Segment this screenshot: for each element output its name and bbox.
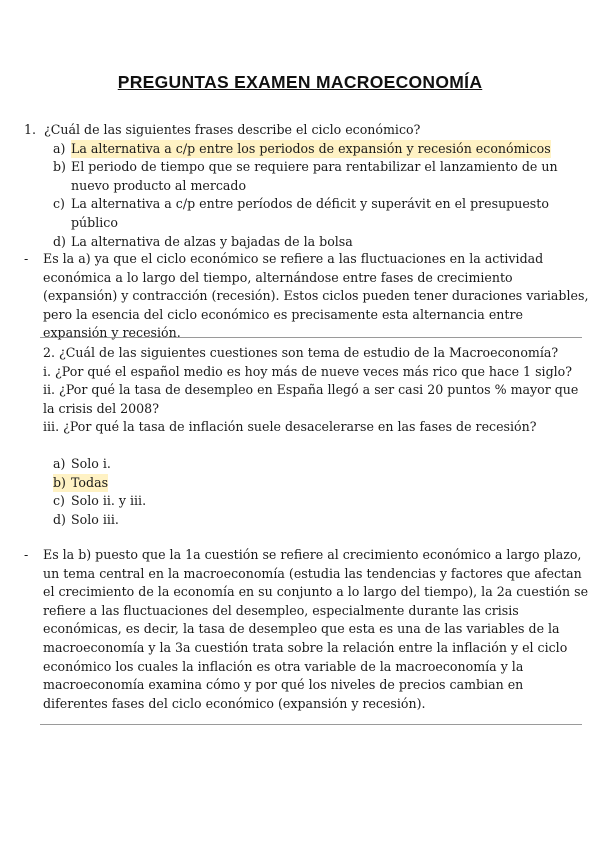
separator-line — [40, 337, 582, 338]
answer-1 — [24, 250, 590, 343]
question-2-option-c: c) Solo ii. y iii. — [53, 493, 147, 509]
page-title: PREGUNTAS EXAMEN MACROECONOMÍA — [117, 72, 483, 92]
question-1-option-a: a) La alternativa a c/p entre los periodos de expansión y recesión económicos — [53, 140, 590, 159]
question-1-option-d: d) La alternativa de alzas y bajadas de la bolsa — [53, 233, 353, 249]
question-2-text: 2. ¿Cuál de las siguientes cuestiones son tema de estudio de la Macroeconomía? — [43, 345, 559, 360]
highlighted-answer: Todas — [71, 474, 108, 493]
question-2-item-iii: iii. ¿Por qué la tasa de inflación suele desacelerarse en las fases de recesión? — [43, 419, 537, 435]
answer-2 — [24, 546, 590, 713]
question-2-options — [53, 455, 590, 529]
bullet-dash: - — [24, 547, 29, 562]
question-2-option-d: d) Solo iii. — [53, 511, 119, 527]
separator-line — [40, 724, 582, 725]
answer-2-text: Es la b) puesto que la 1a cuestión se refiere al crecimiento económico a largo plazo, un tema central en la macroeconomía (estudia las tendencias y factores que afectan el crecimiento de la economía en su conjunto a lo largo del tiempo), la 2a cuestión se refiere a las fluctuaciones del desempleo, especialmente durante las crisis económicas, es decir, la tasa de desempleo que esta es una de las variables de la macroeconomía y la 3a cuestión trata sobre la relación entre la inflación y el ciclo económico los cuales la inflación es otra variable de la macroeconomía y la macroeconomía examina cómo y por qué los niveles de precios cambian en diferentes fases del ciclo económico (expansión y recesión). — [43, 547, 589, 711]
question-1 — [24, 121, 590, 251]
question-1-text: ¿Cuál de las siguientes frases describe el ciclo económico? — [44, 122, 421, 137]
highlighted-answer: La alternativa a c/p entre los periodos de expansión y recesión económicos — [71, 140, 551, 159]
answer-1-text: Es la a) ya que el ciclo económico se refiere a las fluctuaciones en la actividad económica a lo largo del tiempo, alternándose entre fases de crecimiento (expansión) y contracción (recesión). Estos ciclos pueden tener duraciones variables, pero la esencia del ciclo económico es precisamente esta alternancia entre expansión y recesión. — [43, 251, 589, 341]
question-2-item-ii: ii. ¿Por qué la tasa de desempleo en España llegó a ser casi 20 puntos % mayor que la crisis del 2008? — [43, 382, 579, 416]
question-2-item-i: i. ¿Por qué el español medio es hoy más de nueve veces más rico que hace 1 siglo? — [43, 363, 572, 379]
question-1-option-c: c) La alternativa a c/p entre períodos de déficit y superávit en el presupuesto público — [53, 196, 549, 230]
question-1-number: 1. — [24, 122, 37, 137]
question-1-options — [53, 140, 590, 252]
question-2-option-a: a) Solo i. — [53, 455, 111, 471]
question-2 — [43, 344, 590, 529]
question-1-option-b: b) El periodo de tiempo que se requiere para rentabilizar el lanzamiento de un nuevo producto al mercado — [53, 159, 558, 193]
question-2-option-b: b) Todas — [53, 474, 590, 493]
bullet-dash: - — [24, 251, 29, 266]
